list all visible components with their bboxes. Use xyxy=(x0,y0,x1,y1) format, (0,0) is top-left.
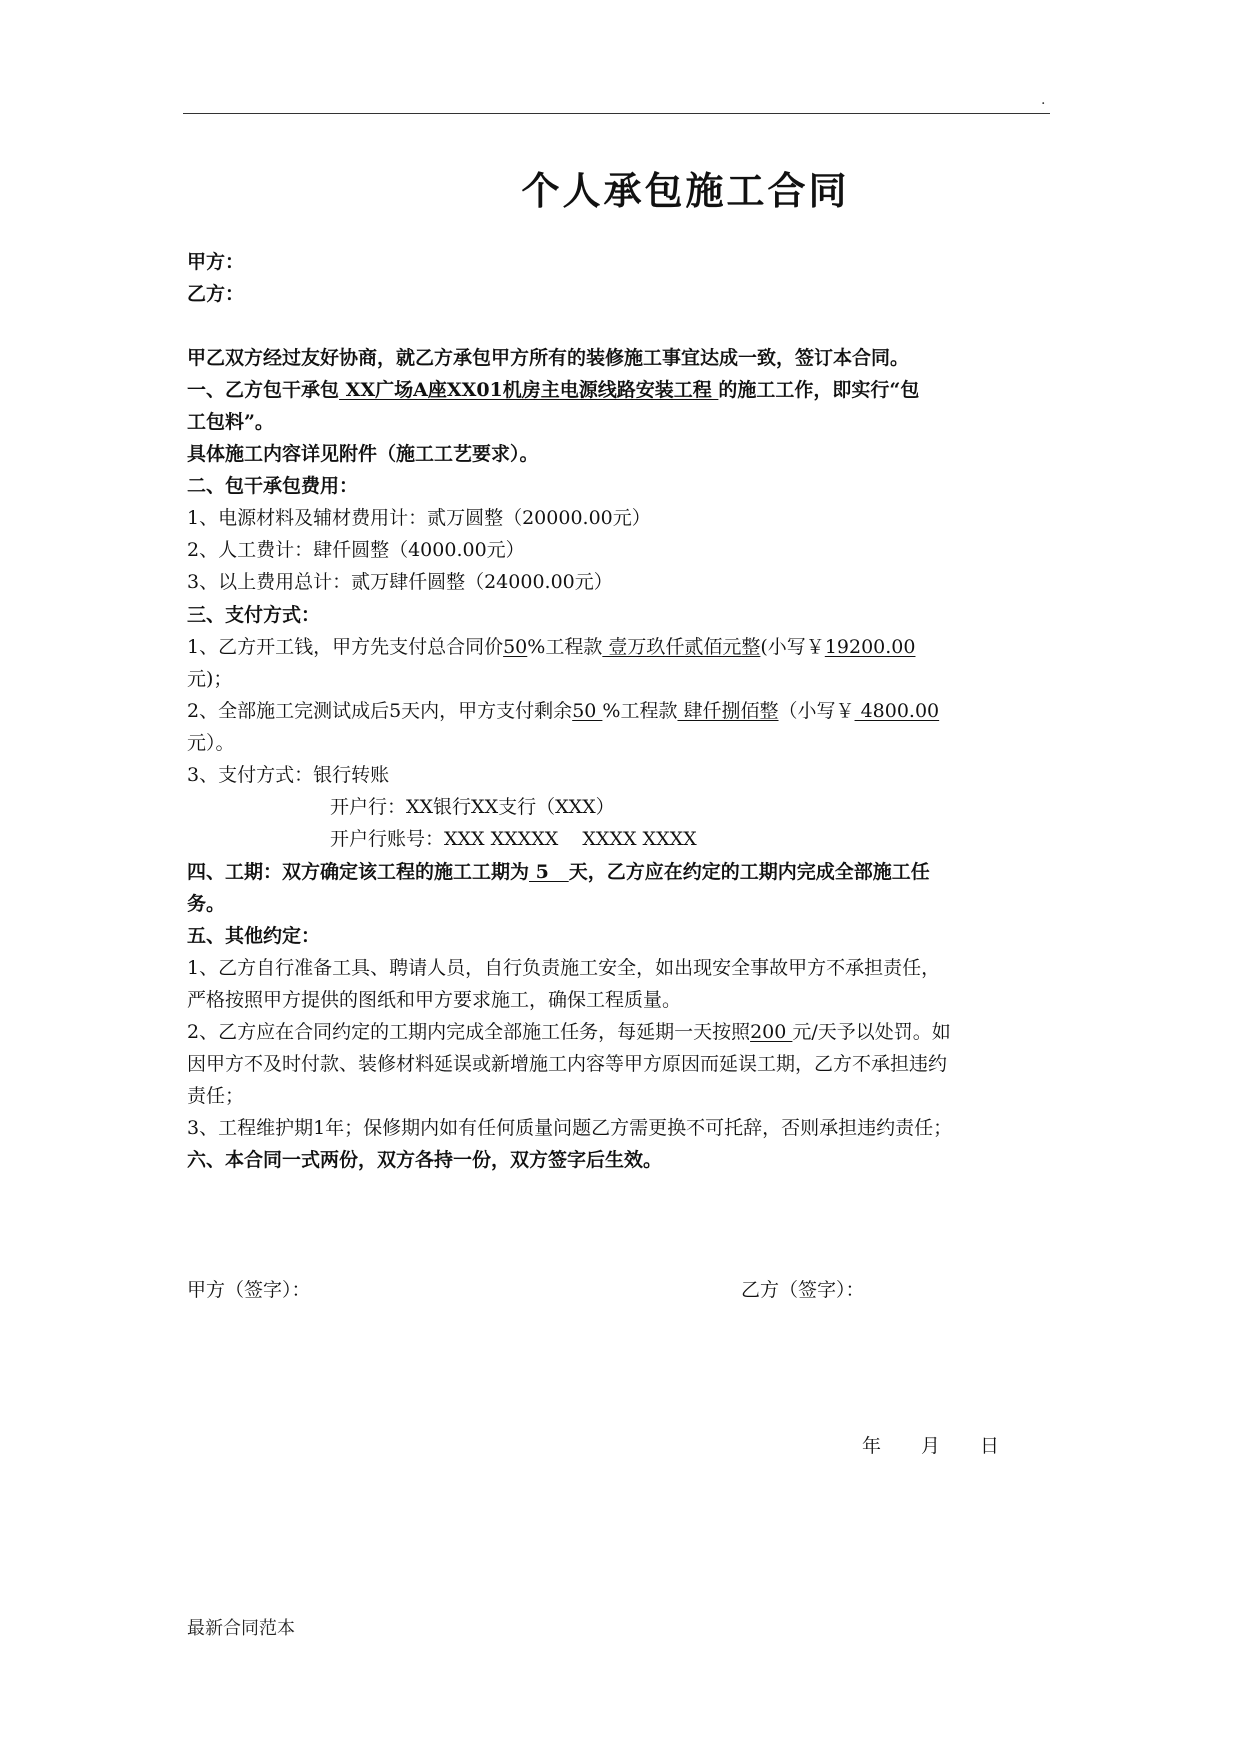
section-4-line-2: 务。 xyxy=(187,893,226,915)
payment-1-text-c: (小写￥ xyxy=(760,636,825,658)
clause-2-line-3: 责任； xyxy=(187,1085,245,1107)
bank-account: 开户行账号：XXX XXXXX XXXX XXXX xyxy=(330,828,697,850)
payment-1-line-1 xyxy=(187,635,1055,659)
s1-pre: 一、乙方包干承包 xyxy=(187,379,340,401)
clause-1-line-1: 1、乙方自行准备工具、聘请人员，自行负责施工安全，如出现安全事故甲方不承担责任， xyxy=(187,957,941,979)
footer-text: 最新合同范本 xyxy=(187,1618,295,1639)
payment-2-text-c: （小写￥ xyxy=(778,700,855,722)
section-1-line-1 xyxy=(187,378,1055,402)
project-name: XX广场A座XX01机房主电源线路安装工程 xyxy=(339,379,719,401)
party-a-label: 甲方： xyxy=(187,251,245,273)
payment-1-amount-words: 壹万玖仟贰佰元整 xyxy=(602,636,761,658)
header-dot: . xyxy=(1041,92,1046,108)
fee-item-1: 1、电源材料及辅材费用计：贰万圆整（20000.00元） xyxy=(187,507,651,529)
payment-2-text-b: %工程款 xyxy=(602,700,678,722)
s4-text-b: 天，乙方应在约定的工期内完成全部施工任 xyxy=(568,861,930,883)
payment-2-percent: 50 xyxy=(572,700,603,722)
section-6: 六、本合同一式两份，双方各持一份，双方签字后生效。 xyxy=(187,1149,663,1171)
bank-name: 开户行：XX银行XX支行（XXX） xyxy=(330,796,615,818)
document-title: 个人承包施工合同 xyxy=(521,168,850,213)
clause-2-text-b: 元/天予以处罚。如 xyxy=(792,1021,951,1043)
clause-2-line-2: 因甲方不及时付款、装修材料延误或新增施工内容等甲方原因而延误工期，乙方不承担违约 xyxy=(187,1053,948,1075)
payment-method: 3、支付方式：银行转账 xyxy=(187,764,390,786)
payment-2-line-2: 元）。 xyxy=(187,732,235,754)
date-day: 日 xyxy=(980,1435,1000,1457)
payment-2-amount-number: 4800.00 xyxy=(854,700,940,722)
clause-3: 3、工程维护期1年；保修期内如有任何质量问题乙方需更换不可托辞，否则承担违约责任； xyxy=(187,1117,953,1139)
payment-1-line-2: 元)； xyxy=(187,668,233,690)
payment-1-percent: 50 xyxy=(503,636,528,658)
s4-text-a: 四、工期：双方确定该工程的施工工期为 xyxy=(187,861,530,883)
clause-2-text-a: 2、乙方应在合同约定的工期内完成全部施工任务，每延期一天按照 xyxy=(187,1021,751,1043)
section-1-detail: 具体施工内容详见附件（施工工艺要求）。 xyxy=(187,443,539,465)
payment-1-text: 1、乙方开工钱，甲方先支付总合同价 xyxy=(187,636,504,658)
payment-2-line-1 xyxy=(187,699,1055,723)
section-1-line-2: 工包料”。 xyxy=(187,411,274,433)
payment-1-text-b: %工程款 xyxy=(527,636,603,658)
section-3-title: 三、支付方式： xyxy=(187,604,321,626)
date-year: 年 xyxy=(862,1435,882,1457)
payment-2-text: 2、全部施工完测试成后5天内，甲方支付剩余 xyxy=(187,700,573,722)
clause-1-line-2: 严格按照甲方提供的图纸和甲方要求施工，确保工程质量。 xyxy=(187,989,682,1011)
section-4-line-1 xyxy=(187,860,1055,884)
date-month: 月 xyxy=(921,1435,941,1457)
intro-paragraph: 甲乙双方经过友好协商，就乙方承包甲方所有的装修施工事宜达成一致，签订本合同。 xyxy=(187,347,910,369)
payment-2-amount-words: 肆仟捌佰整 xyxy=(677,700,779,722)
header-rule xyxy=(183,113,1050,114)
party-b-signature: 乙方（签字）： xyxy=(741,1279,865,1301)
construction-days: 5 xyxy=(529,861,569,883)
party-a-signature: 甲方（签字）： xyxy=(187,1279,311,1301)
signing-date xyxy=(862,1434,1062,1458)
fee-item-3: 3、以上费用总计：贰万肆仟圆整（24000.00元） xyxy=(187,571,613,593)
clause-2-line-1 xyxy=(187,1020,1055,1044)
section-2-title: 二、包干承包费用： xyxy=(187,475,359,497)
payment-1-amount-number: 19200.00 xyxy=(824,636,916,658)
section-5-title: 五、其他约定： xyxy=(187,925,321,947)
penalty-amount: 200 xyxy=(750,1021,793,1043)
fee-item-2: 2、人工费计：肆仟圆整（4000.00元） xyxy=(187,539,525,561)
s1-post: 的施工工作，即实行“包 xyxy=(718,379,920,401)
party-b-label: 乙方： xyxy=(187,283,245,305)
